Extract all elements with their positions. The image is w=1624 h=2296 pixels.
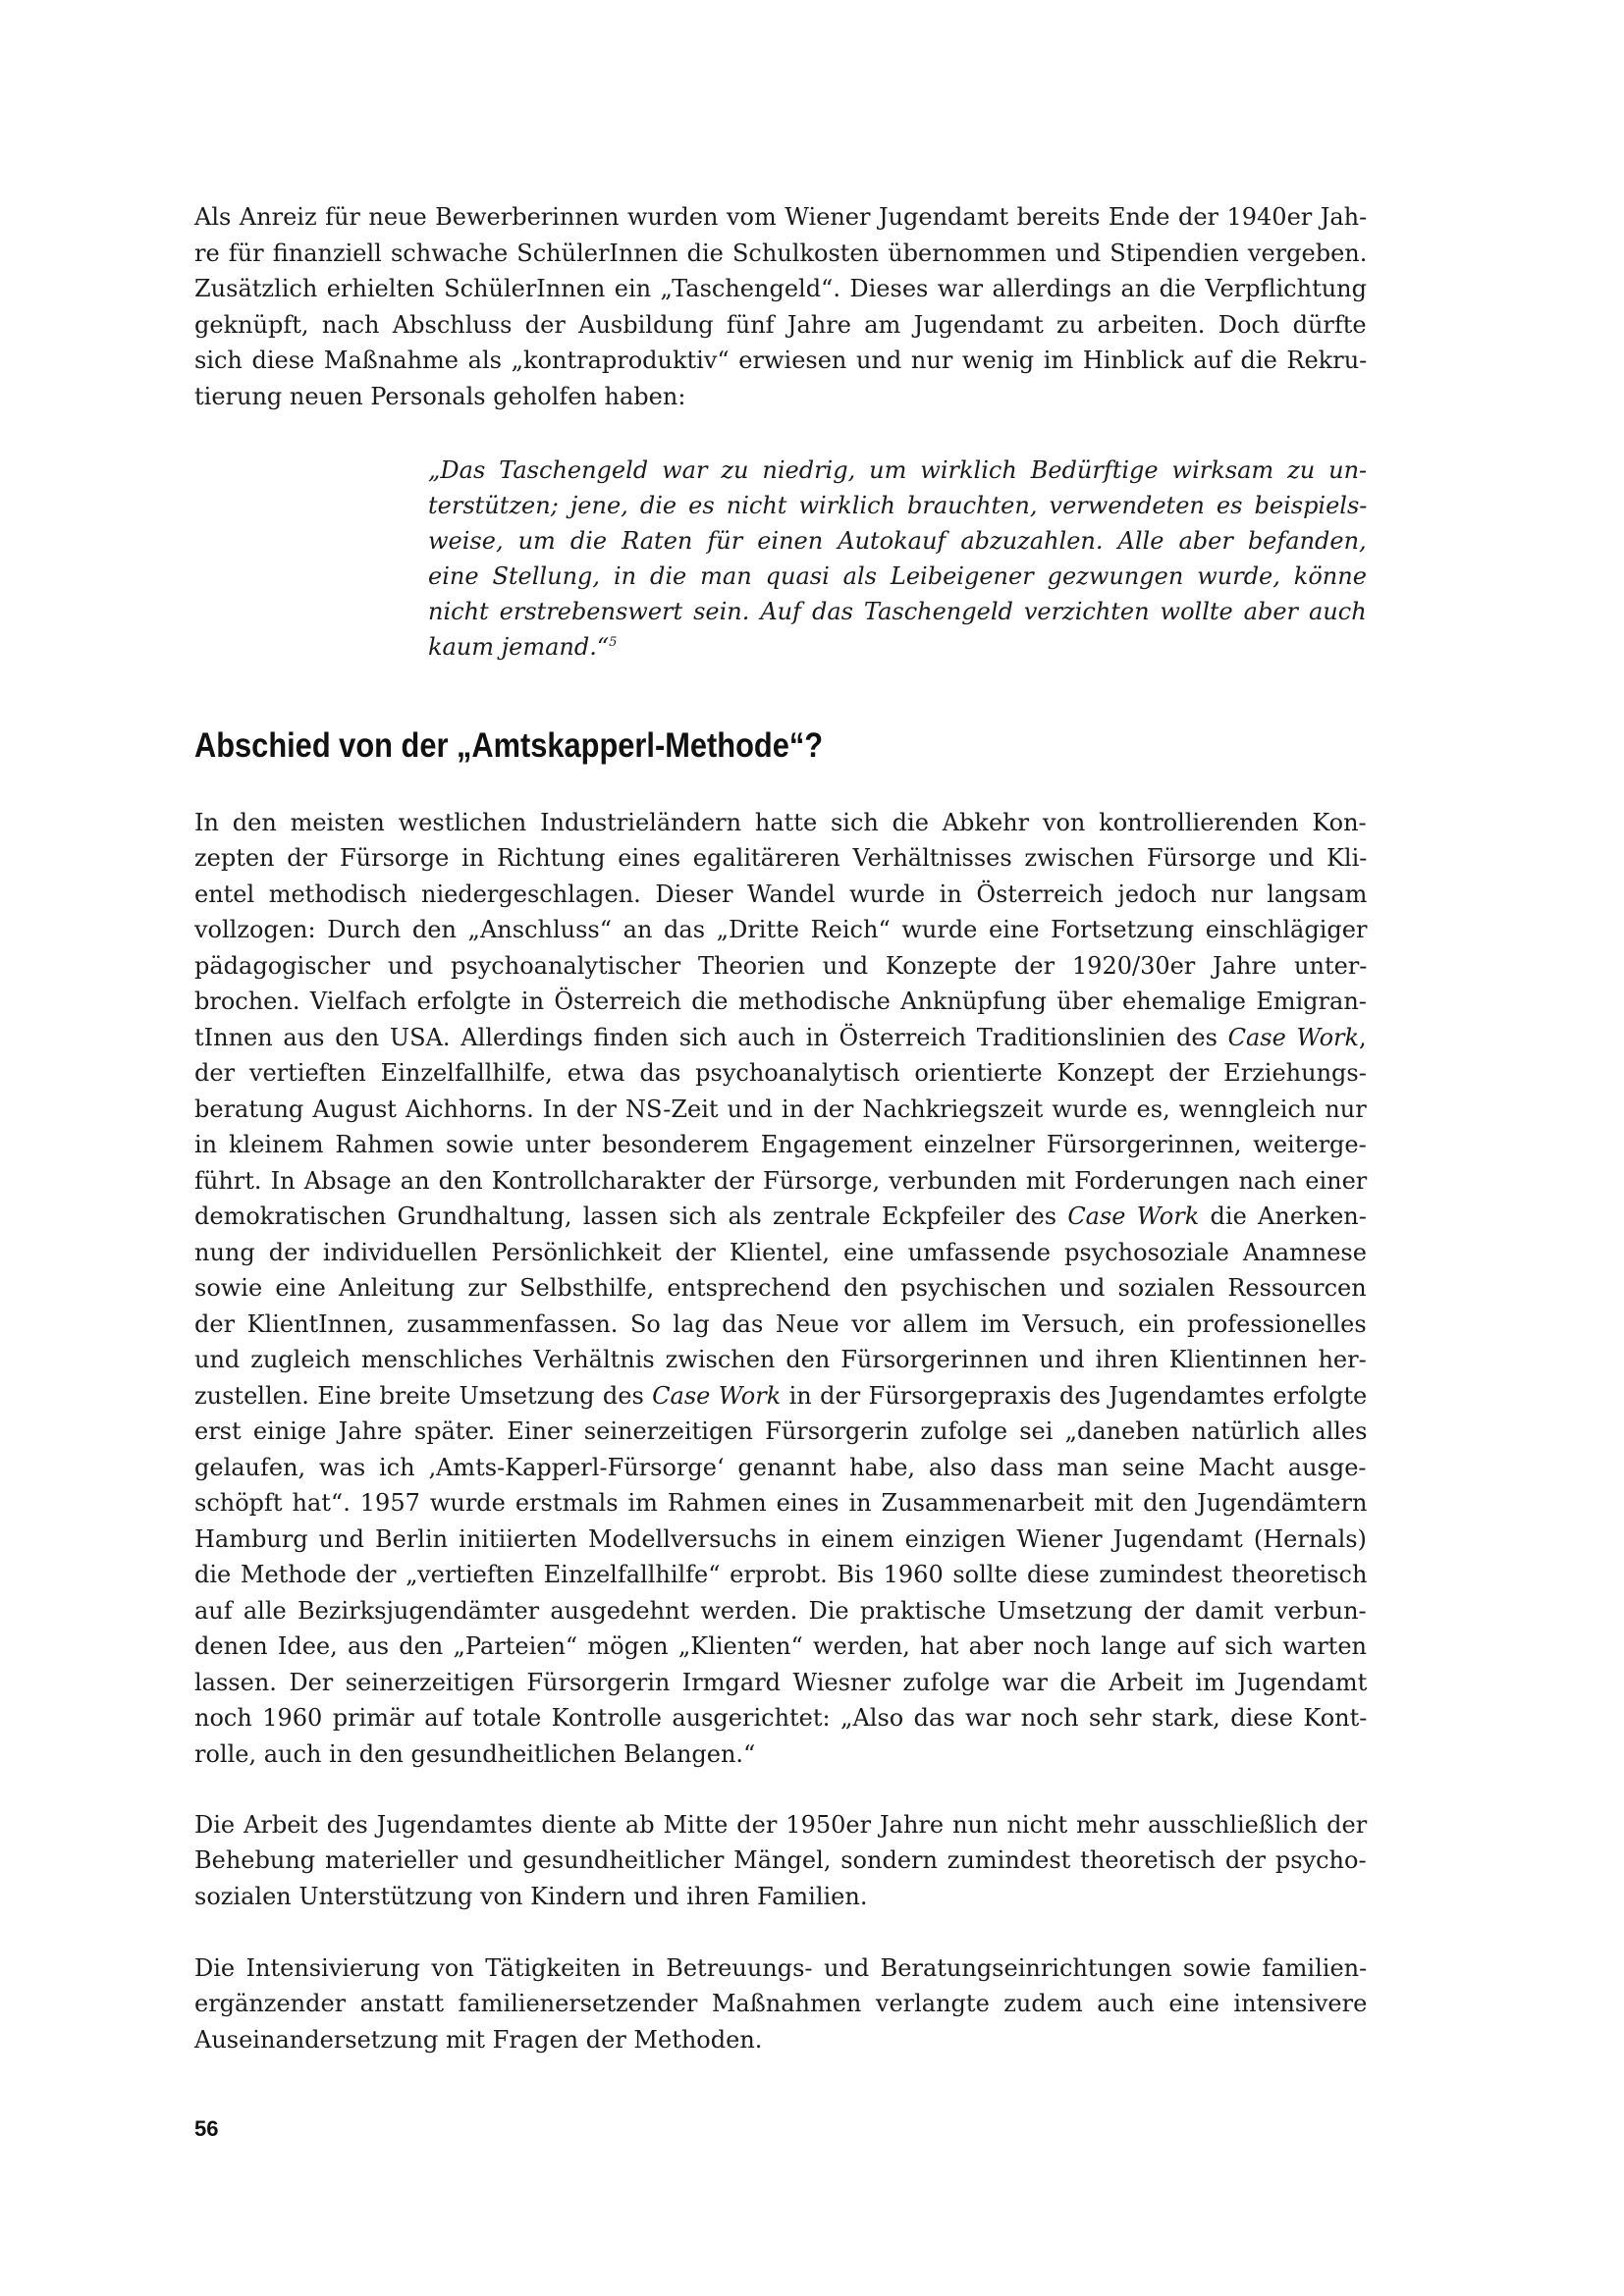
text-line: entel methodisch niedergeschlagen. Dieser Wandel wurde in Österreich jedoch nur langsam [194, 881, 1368, 908]
text-line: Die Intensivierung von Tätigkeiten in Betreuungs- und Beratungseinrichtungen sowie familien- [194, 1954, 1368, 1982]
text-line: Zusätzlich erhielten SchülerInnen ein „Taschengeld“. Dieses war allerdings an die Verpflichtung [194, 275, 1367, 302]
text-line: brochen. Vielfach erfolgte in Österreich die methodische Anknüpfung über ehemalige Emigran- [194, 988, 1367, 1015]
text-span: die Anerken- [1199, 1202, 1367, 1230]
text-line: ergänzender anstatt familienersetzender Maßnahmen verlangte zudem auch eine intensivere [194, 1990, 1368, 2017]
quote-text: kaum jemand.“ [428, 633, 610, 661]
section-heading: Abschied von der „Amtskapperl-Methode“? [194, 726, 824, 765]
text-line: Als Anreiz für neue Bewerberinnen wurden vom Wiener Jugendamt bereits Ende der 1940er Jah- [194, 203, 1368, 231]
text-line: sowie eine Anleitung zur Selbsthilfe, entsprechend den psychischen und sozialen Ressourcen [194, 1274, 1367, 1302]
text-line: Auseinandersetzung mit Fragen der Methoden. [194, 2026, 763, 2054]
text-line: lassen. Der seinerzeitigen Fürsorgerin Irmgard Wiesner zufolge war die Arbeit im Jugendamt [194, 1669, 1368, 1696]
text-line: zepten der Fürsorge in Richtung eines egalitäreren Verhältnisses zwischen Fürsorge und Kli- [194, 844, 1368, 872]
case-work-term: Case Work [1067, 1202, 1200, 1230]
text-line: In den meisten westlichen Industrieländern hatte sich die Abkehr von kontrollierenden Kon- [194, 809, 1367, 836]
text-line: Behebung materieller und gesundheitlicher Mängel, sondern zumindest theoretisch der psycho- [194, 1846, 1367, 1874]
text-line: sich diese Maßnahme als „kontraproduktiv“ erwiesen und nur wenig im Hinblick auf die Rekru- [194, 347, 1368, 374]
text-line: der vertieften Einzelfallhilfe, etwa das psychoanalytisch orientierte Konzept der Erziehungs- [194, 1059, 1367, 1087]
quote-line: nicht erstrebenswert sein. Auf das Taschengeld verzichten wollte aber auch [428, 598, 1367, 625]
quote-line: weise, um die Raten für einen Autokauf abzuzahlen. Alle aber befanden, [428, 527, 1367, 555]
text-line: geknüpft, nach Abschluss der Ausbildung fünf Jahre am Jugendamt zu arbeiten. Doch dürfte [194, 311, 1367, 339]
text-line: nung der individuellen Persönlichkeit der Klientel, eine umfassende psychosoziale Anamnese [194, 1239, 1367, 1266]
text-line: noch 1960 primär auf totale Kontrolle ausgerichtet: „Also das war noch sehr stark, diese Kont- [194, 1704, 1368, 1732]
text-span: in der Fürsorgepraxis des Jugendamtes erfolgte [781, 1382, 1368, 1410]
footnote-marker[interactable]: 5 [609, 635, 618, 650]
text-line: führt. In Absage an den Kontrollcharakter der Fürsorge, verbunden mit Forderungen nach einer [194, 1167, 1368, 1195]
text-line: erst einige Jahre später. Einer seinerzeitigen Fürsorgerin zufolge sei „daneben natürlich alles [194, 1417, 1368, 1445]
text-line: schöpft hat“. 1957 wurde erstmals im Rahmen eines in Zusammenarbeit mit den Jugendämtern [194, 1489, 1368, 1517]
text-line: in kleinem Rahmen sowie unter besonderem Engagement einzelner Fürsorgerinnen, weiterge- [194, 1131, 1367, 1158]
text-line: tierung neuen Personals geholfen haben: [194, 383, 686, 410]
text-line: und zugleich menschliches Verhältnis zwischen den Fürsorgerinnen und ihren Klientinnen her- [194, 1346, 1367, 1373]
quote-line [428, 630, 617, 664]
text-line: beratung August Aichhorns. In der NS-Zeit und in der Nachkriegszeit wurde es, wenngleich nur [194, 1095, 1367, 1123]
text-line: auf alle Bezirksjugendämter ausgedehnt werden. Die praktische Umsetzung der damit verbun- [194, 1597, 1367, 1625]
text-span: zustellen. Eine breite Umsetzung des [194, 1382, 653, 1410]
text-line: re für finanziell schwache SchülerInnen die Schulkosten übernommen und Stipendien vergeben. [194, 240, 1368, 267]
case-work-term: Case Work [1227, 1024, 1360, 1051]
text-line: pädagogischer und psychoanalytischer Theorien und Konzepte der 1920/30er Jahre unter- [194, 952, 1368, 980]
text-line: vollzogen: Durch den „Anschluss“ an das „Dritte Reich“ wurde eine Fortsetzung einschlägiger [194, 916, 1368, 943]
text-line: sozialen Unterstützung von Kindern und ihren Familien. [194, 1883, 868, 1910]
text-line: der KlientInnen, zusammenfassen. So lag das Neue vor allem im Versuch, ein professionelles [194, 1310, 1367, 1338]
text-line [194, 1379, 1367, 1413]
text-line [194, 1200, 1367, 1233]
text-line: die Methode der „vertieften Einzelfallhilfe“ erprobt. Bis 1960 sollte diese zumindest theoretisch [194, 1561, 1368, 1588]
text-line: denen Idee, aus den „Parteien“ mögen „Klienten“ werden, hat aber noch lange auf sich warten [194, 1632, 1367, 1660]
text-span: , [1359, 1024, 1367, 1051]
quote-line: terstützen; jene, die es nicht wirklich brauchten, verwendeten es beispiels- [428, 492, 1368, 519]
text-line: Die Arbeit des Jugendamtes diente ab Mitte der 1950er Jahre nun nicht mehr ausschließlich der [194, 1811, 1368, 1839]
text-line: rolle, auch in den gesundheitlichen Belangen.“ [194, 1740, 756, 1768]
text-span: tInnen aus den USA. Allerdings finden sich auch in Österreich Traditionslinien des [194, 1024, 1228, 1051]
text-line: Hamburg und Berlin initiierten Modellversuchs in einem einzigen Wiener Jugendamt (Hernals) [194, 1525, 1367, 1553]
page-number: 56 [194, 2116, 219, 2141]
quote-line: „Das Taschengeld war zu niedrig, um wirklich Bedürftige wirksam zu un- [428, 456, 1368, 484]
quote-line: eine Stellung, in die man quasi als Leibeigener gezwungen wurde, könne [428, 562, 1367, 590]
text-line [194, 1021, 1367, 1054]
case-work-term: Case Work [652, 1382, 782, 1410]
text-span: demokratischen Grundhaltung, lassen sich als zentrale Eckpfeiler des [194, 1202, 1068, 1230]
text-line: gelaufen, was ich ‚Amts-Kapperl-Fürsorge‘ genannt habe, also dass man seine Macht ausge- [194, 1454, 1367, 1481]
